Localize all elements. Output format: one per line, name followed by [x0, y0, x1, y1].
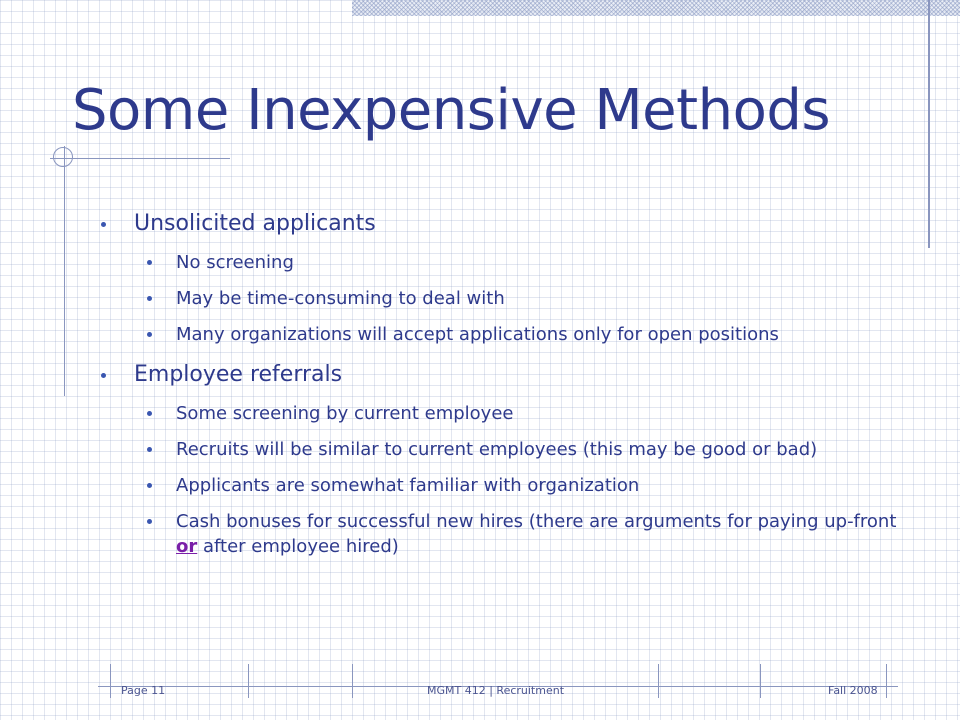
- sub-bullet: [98, 509, 898, 559]
- footer-page-number: Page 11: [121, 684, 166, 697]
- sub-bullet-text: Applicants are somewhat familiar with organization: [176, 475, 640, 496]
- sub-bullet-text: May be time-consuming to deal with: [176, 288, 505, 309]
- sub-bullet: [98, 401, 898, 426]
- bullet-dot-icon: [101, 222, 106, 227]
- bullet-dot-icon: [147, 519, 152, 524]
- left-decorative-line: [64, 146, 65, 396]
- footer-tick: [886, 664, 887, 698]
- bullet-dot-icon: [101, 373, 106, 378]
- bullet-dot-icon: [147, 447, 152, 452]
- sub-bullet: [98, 286, 898, 311]
- sub-bullet-text: Recruits will be similar to current employees (this may be good or bad): [176, 439, 818, 460]
- right-decorative-line: [928, 0, 930, 248]
- footer-course: MGMT 412 | Recruitment: [427, 684, 565, 697]
- bullet-dot-icon: [147, 260, 152, 265]
- bullet-dot-icon: [147, 411, 152, 416]
- sub-bullet: [98, 322, 898, 347]
- bullet-dot-icon: [147, 296, 152, 301]
- sub-bullet-text: Many organizations will accept applications only for open positions: [176, 324, 779, 345]
- title-underline: [50, 158, 230, 159]
- slide-body: [98, 205, 898, 559]
- footer-tick: [248, 664, 249, 698]
- sub-bullet: [98, 473, 898, 498]
- or-link[interactable]: or: [176, 536, 198, 557]
- sub-bullet-text-after: after employee hired): [197, 536, 399, 557]
- sub-bullet-text-before: Cash bonuses for successful new hires (there are arguments for paying up-front: [176, 511, 897, 532]
- bullet-unsolicited-applicants: [98, 209, 898, 239]
- footer-tick: [110, 664, 111, 698]
- sub-bullet: [98, 250, 898, 275]
- bullet-text: Unsolicited applicants: [134, 211, 376, 236]
- bullet-text: Employee referrals: [134, 362, 343, 387]
- sub-bullet-text: Some screening by current employee: [176, 403, 514, 424]
- slide-title: Some Inexpensive Methods: [72, 78, 831, 143]
- bullet-dot-icon: [147, 332, 152, 337]
- crosshair-circle-icon: [53, 147, 73, 167]
- bullet-employee-referrals: [98, 360, 898, 390]
- sub-bullet: [98, 437, 898, 462]
- sub-bullet-text: No screening: [176, 252, 294, 273]
- footer-tick: [658, 664, 659, 698]
- footer-tick: [760, 664, 761, 698]
- footer-term: Fall 2008: [828, 684, 878, 697]
- top-decorative-band: [352, 0, 960, 16]
- footer-tick: [352, 664, 353, 698]
- bullet-dot-icon: [147, 483, 152, 488]
